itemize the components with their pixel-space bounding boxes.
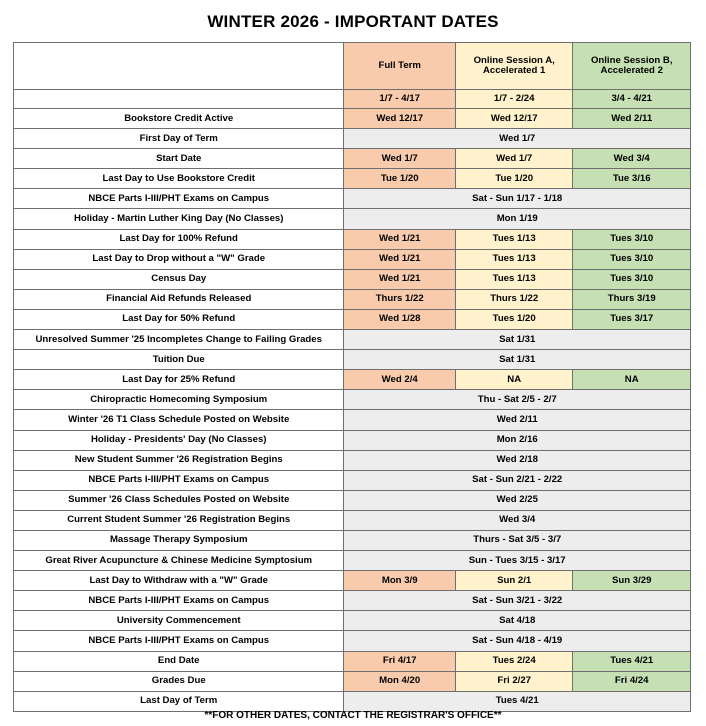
date-full-term: Wed 1/21 (344, 269, 455, 289)
range-blank-cell (14, 90, 344, 109)
date-all-terms: Mon 1/19 (344, 209, 691, 229)
date-full-term: Wed 1/28 (344, 309, 455, 329)
footer-note: **FOR OTHER DATES, CONTACT THE REGISTRAR'S OFFICE** (204, 710, 502, 721)
event-label: Last Day for 50% Refund (14, 309, 344, 329)
date-session-b: Tues 3/10 (573, 249, 691, 269)
table-row (14, 149, 691, 169)
table-row (14, 671, 691, 691)
date-session-b: Tues 3/10 (573, 229, 691, 249)
page-title: WINTER 2026 - IMPORTANT DATES (207, 12, 499, 31)
event-label: Last Day to Drop without a "W" Grade (14, 249, 344, 269)
header-session-b: Online Session B, Accelerated 2 (573, 43, 691, 90)
event-label: New Student Summer '26 Registration Begins (14, 450, 344, 470)
table-row (14, 129, 691, 149)
header-full-term: Full Term (344, 43, 455, 90)
date-all-terms: Sat - Sun 1/17 - 1/18 (344, 189, 691, 209)
table-row (14, 269, 691, 289)
table-row (14, 309, 691, 329)
date-full-term: Wed 1/7 (344, 149, 455, 169)
table-row (14, 390, 691, 410)
date-all-terms: Sun - Tues 3/15 - 3/17 (344, 551, 691, 571)
date-full-term: Wed 1/21 (344, 249, 455, 269)
header-row (14, 43, 691, 90)
range-row (14, 90, 691, 109)
table-row (14, 289, 691, 309)
date-all-terms: Wed 3/4 (344, 510, 691, 530)
event-label: Great River Acupuncture & Chinese Medicine Symptosium (14, 551, 344, 571)
table-row (14, 450, 691, 470)
table-row (14, 410, 691, 430)
event-label: Current Student Summer '26 Registration Begins (14, 510, 344, 530)
date-session-a: Wed 12/17 (455, 109, 573, 129)
date-session-b: Tues 4/21 (573, 651, 691, 671)
date-full-term: Wed 2/4 (344, 370, 455, 390)
event-label: Chiropractic Homecoming Symposium (14, 390, 344, 410)
date-session-a: Tues 1/20 (455, 309, 573, 329)
event-label: Last Day to Use Bookstore Credit (14, 169, 344, 189)
table-row (14, 591, 691, 611)
table-body (14, 43, 691, 712)
important-dates-table (13, 42, 691, 712)
date-session-a: NA (455, 370, 573, 390)
date-all-terms: Tues 4/21 (344, 691, 691, 711)
event-label: Holiday - Martin Luther King Day (No Classes) (14, 209, 344, 229)
date-session-b: Tues 3/10 (573, 269, 691, 289)
table-row (14, 209, 691, 229)
table-row (14, 551, 691, 571)
table-row (14, 189, 691, 209)
date-all-terms: Wed 2/18 (344, 450, 691, 470)
table-row (14, 611, 691, 631)
table-row (14, 490, 691, 510)
date-session-a: Tues 1/13 (455, 249, 573, 269)
date-session-b: NA (573, 370, 691, 390)
date-session-a: Tues 1/13 (455, 229, 573, 249)
event-label: NBCE Parts I-III/PHT Exams on Campus (14, 631, 344, 651)
date-all-terms: Sat 4/18 (344, 611, 691, 631)
event-label: NBCE Parts I-III/PHT Exams on Campus (14, 591, 344, 611)
event-label: NBCE Parts I-III/PHT Exams on Campus (14, 189, 344, 209)
event-label: Last Day for 100% Refund (14, 229, 344, 249)
date-session-b: Wed 3/4 (573, 149, 691, 169)
date-all-terms: Sat - Sun 4/18 - 4/19 (344, 631, 691, 651)
date-session-b: Tue 3/16 (573, 169, 691, 189)
event-label: Summer '26 Class Schedules Posted on Website (14, 490, 344, 510)
table-row (14, 510, 691, 530)
event-label: Unresolved Summer '25 Incompletes Change to Failing Grades (14, 330, 344, 350)
header-blank-cell (14, 43, 344, 90)
event-label: Census Day (14, 269, 344, 289)
date-all-terms: Wed 1/7 (344, 129, 691, 149)
date-full-term: Wed 1/21 (344, 229, 455, 249)
event-label: Last Day to Withdraw with a "W" Grade (14, 571, 344, 591)
table-row (14, 631, 691, 651)
date-full-term: Fri 4/17 (344, 651, 455, 671)
date-session-b: Wed 2/11 (573, 109, 691, 129)
date-all-terms: Mon 2/16 (344, 430, 691, 450)
table-row (14, 430, 691, 450)
event-label: First Day of Term (14, 129, 344, 149)
event-label: Massage Therapy Symposium (14, 530, 344, 550)
date-session-a: Tues 1/13 (455, 269, 573, 289)
table-row (14, 169, 691, 189)
event-label: Bookstore Credit Active (14, 109, 344, 129)
table-row (14, 249, 691, 269)
table-row (14, 229, 691, 249)
date-full-term: Tue 1/20 (344, 169, 455, 189)
date-all-terms: Thurs - Sat 3/5 - 3/7 (344, 530, 691, 550)
event-label: University Commencement (14, 611, 344, 631)
date-session-b: Fri 4/24 (573, 671, 691, 691)
table-row (14, 530, 691, 550)
date-session-b: Sun 3/29 (573, 571, 691, 591)
date-full-term: Mon 4/20 (344, 671, 455, 691)
event-label: Start Date (14, 149, 344, 169)
table-row (14, 691, 691, 711)
date-session-a: Tues 2/24 (455, 651, 573, 671)
date-full-term: Thurs 1/22 (344, 289, 455, 309)
range-session-a: 1/7 - 2/24 (455, 90, 573, 109)
date-all-terms: Sat 1/31 (344, 350, 691, 370)
event-label: Tuition Due (14, 350, 344, 370)
table-row (14, 109, 691, 129)
event-label: Last Day for 25% Refund (14, 370, 344, 390)
event-label: Financial Aid Refunds Released (14, 289, 344, 309)
date-session-a: Sun 2/1 (455, 571, 573, 591)
date-all-terms: Sat - Sun 2/21 - 2/22 (344, 470, 691, 490)
date-session-a: Fri 2/27 (455, 671, 573, 691)
date-session-a: Wed 1/7 (455, 149, 573, 169)
range-full-term: 1/7 - 4/17 (344, 90, 455, 109)
date-all-terms: Sat 1/31 (344, 330, 691, 350)
table-row (14, 350, 691, 370)
range-session-b: 3/4 - 4/21 (573, 90, 691, 109)
table-row (14, 571, 691, 591)
date-session-b: Thurs 3/19 (573, 289, 691, 309)
event-label: Last Day of Term (14, 691, 344, 711)
event-label: NBCE Parts I-III/PHT Exams on Campus (14, 470, 344, 490)
date-all-terms: Wed 2/25 (344, 490, 691, 510)
table-row (14, 470, 691, 490)
header-session-a: Online Session A, Accelerated 1 (455, 43, 573, 90)
event-label: Holiday - Presidents' Day (No Classes) (14, 430, 344, 450)
table-row (14, 370, 691, 390)
date-all-terms: Sat - Sun 3/21 - 3/22 (344, 591, 691, 611)
event-label: Grades Due (14, 671, 344, 691)
date-session-b: Tues 3/17 (573, 309, 691, 329)
date-all-terms: Thu - Sat 2/5 - 2/7 (344, 390, 691, 410)
date-session-a: Thurs 1/22 (455, 289, 573, 309)
table-row (14, 651, 691, 671)
date-full-term: Mon 3/9 (344, 571, 455, 591)
date-full-term: Wed 12/17 (344, 109, 455, 129)
date-all-terms: Wed 2/11 (344, 410, 691, 430)
table-row (14, 330, 691, 350)
date-session-a: Tue 1/20 (455, 169, 573, 189)
event-label: Winter '26 T1 Class Schedule Posted on Website (14, 410, 344, 430)
event-label: End Date (14, 651, 344, 671)
